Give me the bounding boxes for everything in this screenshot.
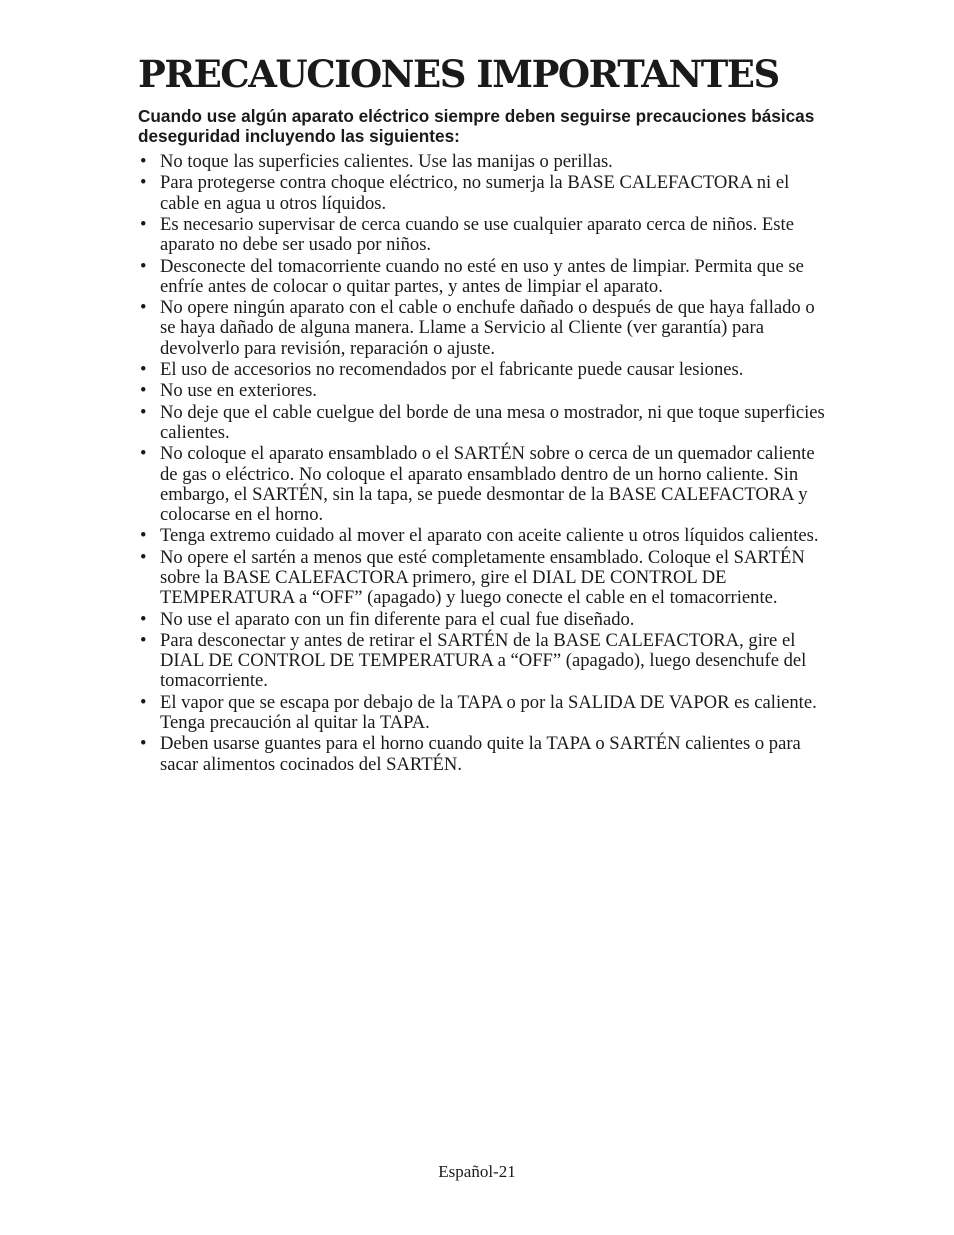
list-item: • No opere el sartén a menos que esté completamente ensamblado. Coloque el SARTÉN sobre la BASE CALEFACTORA primero, gire el DIAL DE CONTROL DE TEMPERATURA a “OFF” (apagado) y luego conecte el cable en el tomacorriente. [138,548,828,609]
list-item: • No use el aparato con un fin diferente para el cual fue diseñado. [138,610,828,630]
list-item: • El uso de accesorios no recomendados por el fabricante puede causar lesiones. [138,360,828,380]
list-item: • No coloque el aparato ensamblado o el SARTÉN sobre o cerca de un quemador caliente de gas o eléctrico. No coloque el aparato ensamblado dentro de un horno caliente. Sin embargo, el SARTÉN, sin la tapa, se puede desmontar de la BASE CALEFACTORA y colocarse en el horno. [138,444,828,525]
page-number: Español-21 [438,1162,516,1181]
list-item: • Tenga extremo cuidado al mover el aparato con aceite caliente u otros líquidos calientes. [138,526,828,546]
list-item: • No toque las superficies calientes. Use las manijas o perillas. [138,152,828,172]
list-item: • El vapor que se escapa por debajo de la TAPA o por la SALIDA DE VAPOR es caliente. Tenga precaución al quitar la TAPA. [138,693,828,733]
intro-paragraph: Cuando use algún aparato eléctrico siempre deben seguirse precauciones básicas deseguridad incluyendo las siguientes: [138,106,815,146]
list-item: • Es necesario supervisar de cerca cuando se use cualquier aparato cerca de niños. Este aparato no debe ser usado por niños. [138,215,828,255]
list-item: • No opere ningún aparato con el cable o enchufe dañado o después de que haya fallado o se haya dañado de alguna manera. Llame a Servicio al Cliente (ver garantía) para devolverlo para revisión, reparación o ajuste. [138,298,828,359]
list-item: • No use en exteriores. [138,381,828,401]
list-item: • No deje que el cable cuelgue del borde de una mesa o mostrador, ni que toque superficies calientes. [138,403,828,443]
list-item: • Desconecte del tomacorriente cuando no esté en uso y antes de limpiar. Permita que se enfríe antes de colocar o quitar partes, y antes de limpiar el aparato. [138,257,828,297]
list-item: • Para protegerse contra choque eléctrico, no sumerja la BASE CALEFACTORA ni el cable en agua u otros líquidos. [138,173,828,213]
list-item: • Para desconectar y antes de retirar el SARTÉN de la BASE CALEFACTORA, gire el DIAL DE CONTROL DE TEMPERATURA a “OFF” (apagado), luego desenchufe del tomacorriente. [138,631,828,692]
document-body [138,50,828,776]
page-title: PRECAUCIONES IMPORTANTES [138,52,779,96]
list-item: • Deben usarse guantes para el horno cuando quite la TAPA o SARTÉN calientes o para sacar alimentos cocinados del SARTÉN. [138,734,828,774]
precautions-list [138,152,828,775]
